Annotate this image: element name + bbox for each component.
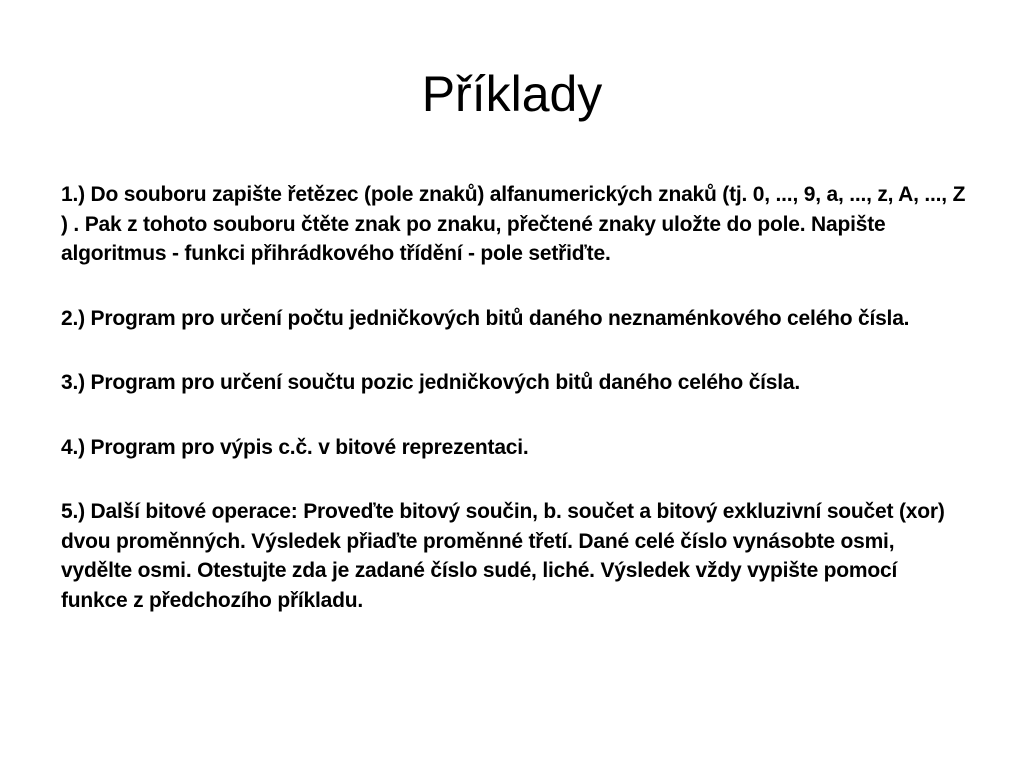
slide-title: Příklady [421,66,603,122]
slide-body [61,180,966,650]
exercise-item-1: 1.) Do souboru zapište řetězec (pole znaků) alfanumerických znaků (tj. 0, ..., 9, a, ..., z, A, ..., Z ) . Pak z tohoto souboru čtěte znak po znaku, přečtené znaky uložte do pole. Napište algoritmus - funkci přihrádkového třídění - pole setřiďte. [61,183,966,265]
exercise-item-3: 3.) Program pro určení součtu pozic jedničkových bitů daného celého čísla. [61,371,801,394]
exercise-item-4: 4.) Program pro výpis c.č. v bitové reprezentaci. [61,435,529,459]
exercise-item-2: 2.) Program pro určení počtu jedničkových bitů daného neznaménkového celého čísla. [61,306,910,330]
exercise-item-5: 5.) Další bitové operace: Proveďte bitový součin, b. součet a bitový exkluzivní součet (xor) dvou proměnných. Výsledek přiaďte proměnné třetí. Dané celé číslo vynásobte osmi, vydělte osmi. Otestujte zda je zadané číslo sudé, liché. Výsledek vždy vypište pomocí funkce z předchozího příkladu. [61,500,945,612]
